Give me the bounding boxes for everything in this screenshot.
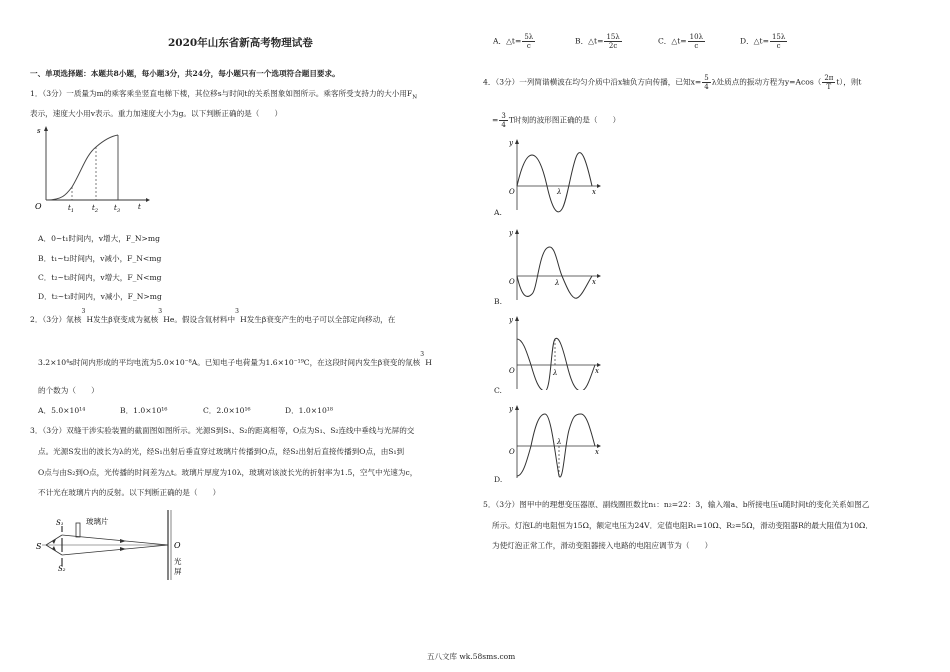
q2-text-line2: 3.2×10⁴s时间内形成的平均电流为5.0×10⁻⁸A。已知电子电荷量为1.6×10⁻¹⁹C，在这段时间内发生β衰变的氚核 3 H [38,351,432,367]
q3-text-line2: 点。光源S发出的波长为λ的光，经S₁出射后垂直穿过玻璃片传播到O点，经S₂出射后直接传播到O点，由S₁到 [38,447,405,456]
q4-graph-c [509,315,604,390]
q5-text-line1: 5．（3分）图甲中的理想变压器原、副线圈匝数比n₁：n₂=22：3，输入端a、b所接电压u随时间t的变化关系如图乙 [483,500,870,509]
svg-text:y: y [509,139,513,147]
q1-option-c: C．t₂~t₃时间内，v增大，F_N<mg [38,273,162,282]
svg-text:x: x [592,188,596,196]
q2-option-c: C．2.0×10¹⁶ [203,406,251,415]
page-title: 2020年山东省新高考物理试卷 [168,37,313,49]
q1-origin-label: O [35,202,42,211]
q4-graph-d [509,404,604,479]
q1-t-arrow [146,198,150,202]
q1-displacement-graph [34,125,154,213]
q1-option-b: B．t₁~t₂时间内，v减小，F_N<mg [38,254,162,263]
q1-text-line1: 1．（3分）一质量为m的乘客乘坐竖直电梯下楼，其位移s与时间t的关系图象如图所示。乘客所受支持力的大小用$F_N$ [30,89,417,101]
q3-arrow-upper [120,539,126,543]
q4-graph-b [509,228,604,303]
q3-label-s: S [36,542,42,551]
q3-double-slit-figure [36,508,196,583]
q3-label-screen-1: 光 [174,557,182,566]
q2-option-a: A．5.0×10¹⁴ [38,406,86,415]
q3-text-line4: 不计光在玻璃片内的反射。以下判断正确的是（ ） [38,488,221,497]
q1-option-a: A．0~t₁时间内，v增大，F_N>mg [38,234,160,243]
q3-label-o: O [174,541,181,550]
svg-text:x: x [595,448,599,456]
q1-curve [46,135,118,200]
q3-option-a: A．△t= $\frac{5\lambda}{c}$ [493,33,534,50]
q3-option-d: D．△t= $\frac{15\lambda}{c}$ [740,33,786,50]
q1-text-line2: 表示，速度大小用v表示。重力加速度大小为g。以下判断正确的是（ ） [30,109,283,118]
svg-text:y: y [509,316,513,324]
q3-label-screen-2: 屏 [174,567,182,576]
q2-option-b: B．1.0×10¹⁶ [120,406,168,415]
q1-option-d: D．t₂~t₃时间内，v减小，F_N>mg [38,292,162,301]
q2-text-line3: 的个数为（ ） [38,386,99,395]
q1-t1-label: $t_1$ [68,204,75,213]
q3-ray-s2-o [62,545,168,555]
q3-label-glass: 玻璃片 [86,517,109,526]
q3-glass-plate [76,523,80,537]
q4-option-c: C. [494,386,502,395]
svg-text:y: y [509,229,513,237]
page-footer: 五八文库 wk.58sms.com [427,652,516,661]
q2-option-d: D．1.0×10¹⁸ [285,406,333,415]
q3-option-b: B．△t= $\frac{15\lambda}{2c}$ [575,33,620,50]
q4-graph-a [509,138,604,213]
q1-s-axis-label: s [37,127,41,135]
q3-ray-s1-o [62,535,168,545]
q2-text-line1: 2．（3分）氚核 3 H发生β衰变成为氦核 3 He。假设含氚材料中 3 H发生β衰变产生的电子可以全部定向移动，在 [30,308,396,324]
q1-t3-label: $t_3$ [114,204,121,213]
svg-text:λ: λ [555,279,560,287]
svg-text:λ: λ [557,188,562,196]
q1-s-arrow [44,126,48,131]
q3-option-c: C．△t= $\frac{10\lambda}{c}$ [658,33,704,50]
q4-option-b: B. [494,297,502,306]
svg-text:x: x [592,278,596,286]
q3-label-s1: S₁ [56,519,64,527]
section-heading: 一、单项选择题：本题共8小题，每小题3分，共24分，每小题只有一个选项符合题目要求。 [30,69,340,78]
q1-t-axis-label: t [138,203,141,211]
q4-option-d: D. [494,475,503,484]
svg-text:O: O [509,367,515,375]
q3-text-line1: 3．（3分）双缝干涉实验装置的截面图如图所示。光源S到S₁、S₂的距离相等，O点为S₁、S₂连线中垂线与光屏的交 [30,426,415,435]
svg-text:O: O [509,188,515,196]
svg-text:λ: λ [553,369,558,377]
svg-text:y: y [509,405,513,413]
svg-text:x: x [595,367,599,375]
q1-t2-label: $t_2$ [92,204,99,213]
q3-label-s2: S₂ [58,565,66,573]
q4-text-line1: 4．（3分）一列简谐横波在均匀介质中沿x轴负方向传播，已知x= $\frac{5}{4}$ λ处质点的振动方程为y=Acos（ $\frac{2\pi}{T}$ t），则t [483,74,862,91]
q5-text-line3: 为使灯泡正常工作，滑动变阻器接入电路的电阻应调节为（ ） [492,541,713,550]
q4-option-a: A. [494,208,502,217]
svg-text:λ: λ [557,438,562,446]
svg-text:O: O [509,448,515,456]
q3-text-line3: O点与由S₂到O点，光传播的时间差为△t。玻璃片厚度为10λ，玻璃对该波长光的折射率为1.5，空气中光速为c， [38,468,418,477]
svg-text:O: O [509,278,515,286]
q4-text-line2: = $\frac{3}{4}$ T时刻的波形图正确的是（ ） [492,112,621,129]
q3-arrow-lower [120,547,126,551]
q5-text-line2: 所示。灯泡L的电阻恒为15Ω，额定电压为24V．定值电阻R₁=10Ω、R₂=5Ω，滑动变阻器R的最大阻值为10Ω． [492,521,873,530]
